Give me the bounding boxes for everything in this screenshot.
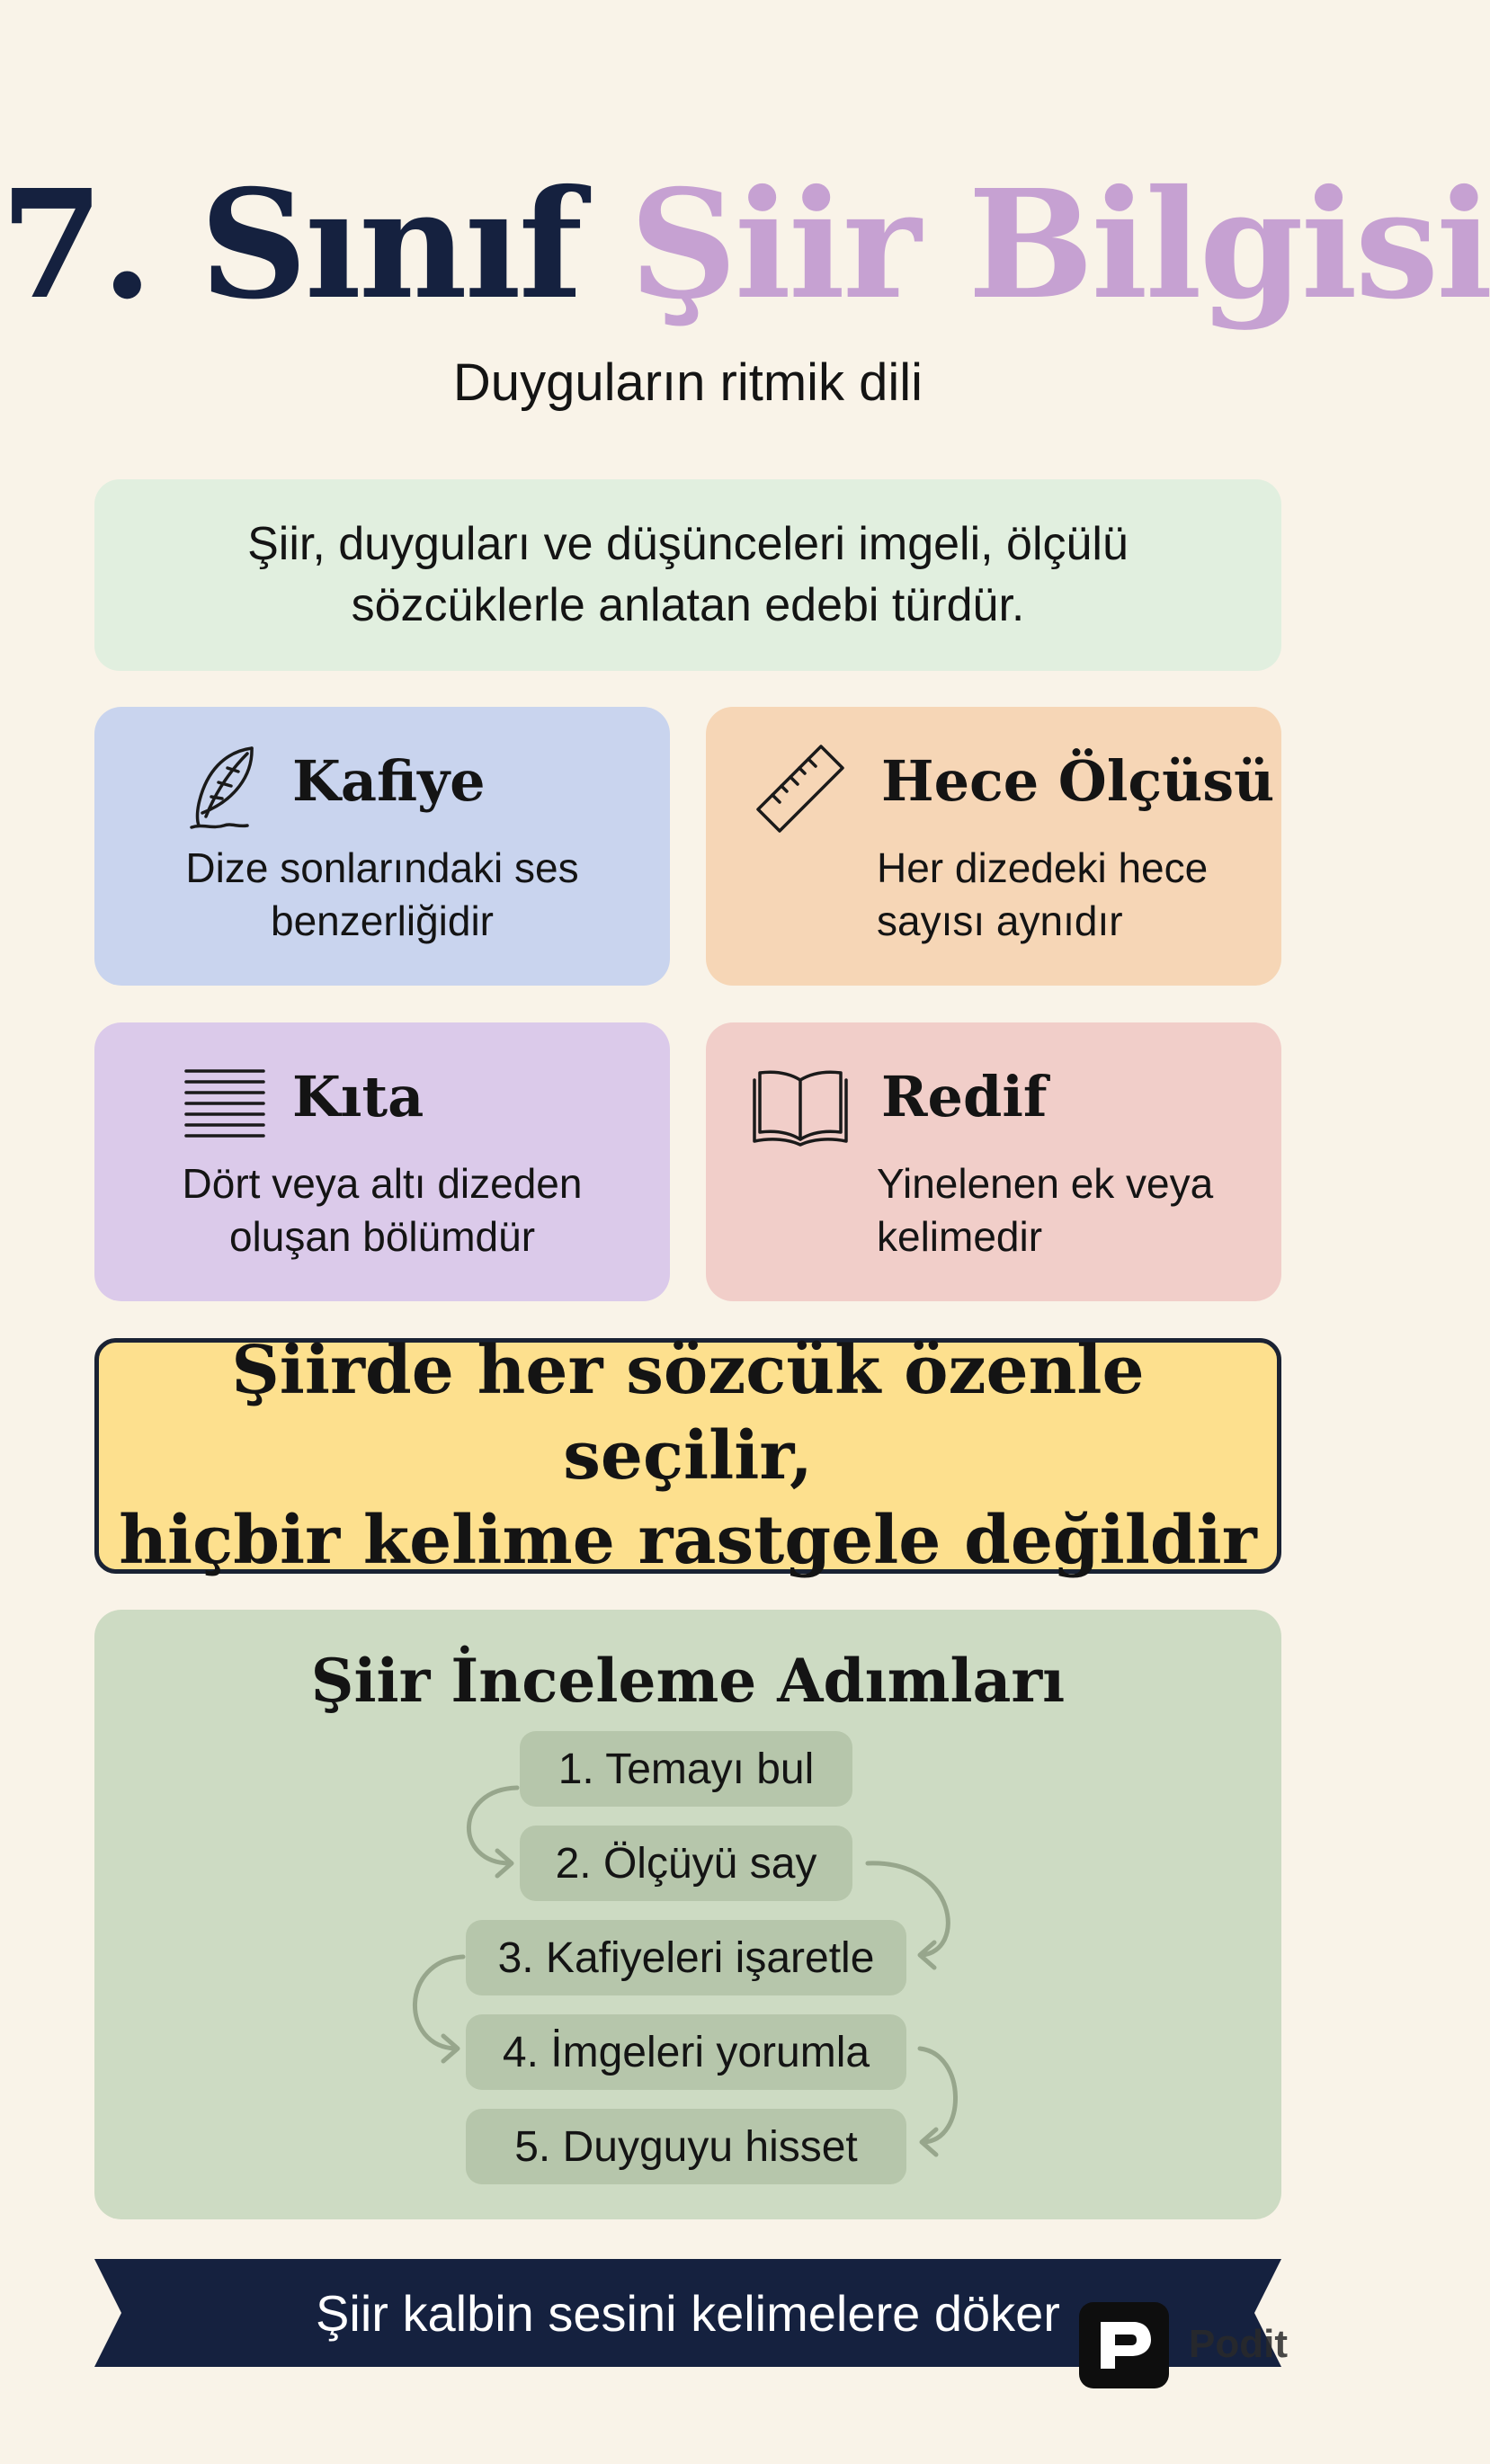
card-title: Hece Ölçüsü — [881, 748, 1275, 814]
arrow-icon — [415, 1957, 463, 2049]
watermark-logo — [1079, 2302, 1169, 2388]
card-description-line-2: kelimedir — [877, 1212, 1043, 1260]
title-part-2: Şiir Bilgisi — [629, 157, 1490, 333]
card-description-line-2: oluşan bölümdür — [228, 1212, 536, 1260]
quote-line-1: Şiirde her sözcük özenle seçilir, — [231, 1331, 1145, 1495]
card-hece-olcusu — [706, 707, 1281, 986]
logo-icon — [1079, 2302, 1169, 2388]
feather-icon — [175, 739, 274, 838]
steps-title: Şiir İnceleme Adımları — [310, 1646, 1066, 1716]
card-title: Redif — [881, 1064, 1048, 1129]
step-item: 5. Duyguyu hisset — [466, 2109, 906, 2184]
open-book-icon — [751, 1055, 850, 1154]
card-description-line-2: sayısı aynıdır — [877, 897, 1123, 944]
card-description-line-1: Yinelenen ek veya — [877, 1160, 1214, 1207]
page-title — [0, 157, 1490, 333]
card-description — [877, 1157, 1213, 1263]
card-description — [94, 1157, 670, 1263]
step-item: 1. Temayı bul — [520, 1731, 852, 1807]
step-item: 2. Ölçüyü say — [520, 1826, 852, 1901]
step-item: 4. İmgeleri yorumla — [466, 2014, 906, 2090]
definition-line-2: sözcüklerle anlatan edebi türdür. — [351, 578, 1025, 631]
definition-line-1: Şiir, duyguları ve düşünceleri imgeli, ölçülü — [247, 517, 1129, 570]
watermark-text: Podit — [1189, 2322, 1288, 2366]
definition-box — [94, 479, 1281, 671]
lines-icon — [175, 1055, 274, 1154]
subtitle: Duyguların ritmik dili — [452, 353, 923, 412]
card-kita — [94, 1022, 670, 1301]
card-title: Kafiye — [292, 748, 486, 814]
card-description-line-1: Her dizedeki hece — [877, 844, 1209, 891]
card-title: Kıta — [292, 1064, 424, 1129]
card-description-line-1: Dört veya altı dizeden — [182, 1160, 583, 1207]
quote-line-2: hiçbir kelime rastgele değildir — [119, 1502, 1257, 1580]
card-description-line-2: benzerliğidir — [270, 897, 494, 944]
card-description — [877, 842, 1208, 948]
step-item: 3. Kafiyeleri işaretle — [466, 1920, 906, 1995]
arrow-icon — [468, 1788, 517, 1863]
ruler-icon — [751, 739, 850, 838]
card-description — [94, 842, 670, 948]
banner-text: Şiir kalbin sesini kelimelere döker — [316, 2284, 1060, 2342]
card-kafiye — [94, 707, 670, 986]
card-description-line-1: Dize sonlarındaki ses — [185, 844, 579, 891]
steps-panel — [94, 1610, 1281, 2219]
quote-box — [94, 1331, 1281, 1580]
title-part-1: 7. Sınıf — [0, 157, 581, 333]
card-redif — [706, 1022, 1281, 1301]
